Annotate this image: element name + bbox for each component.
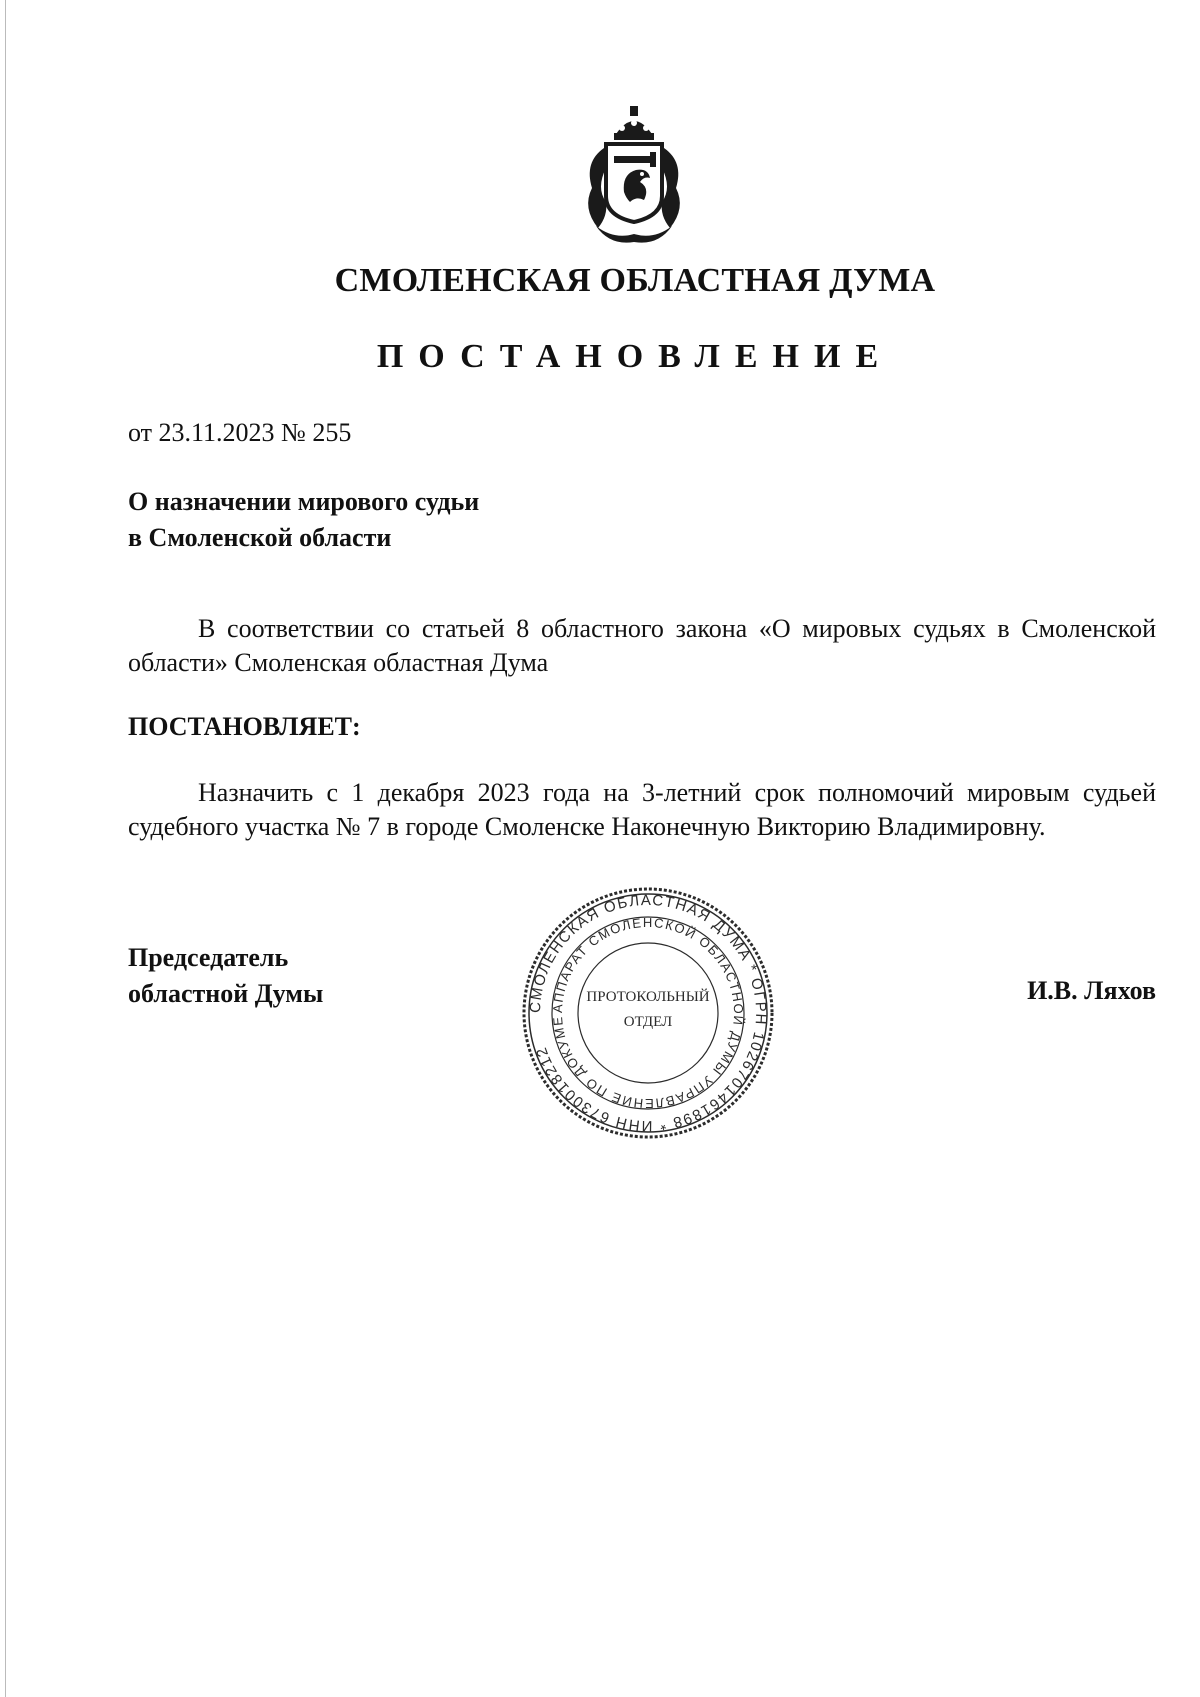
document-subject — [128, 484, 479, 556]
subject-line-2: в Смоленской области — [128, 523, 392, 552]
decree-word: ПОСТАНОВЛЯЕТ: — [128, 712, 361, 741]
scan-edge-line — [5, 0, 6, 1697]
stamp-inner-text: АППАРАТ СМОЛЕНСКОЙ ОБЛАСТНОЙ ДУМЫ УПРАВЛЕНИЕ ПО ДОКУМЕ — [549, 914, 747, 1112]
smolensk-coat-of-arms-icon — [578, 104, 690, 246]
stamp-center-line-2: ОТДЕЛ — [623, 1014, 673, 1030]
preamble-paragraph: В соответствии со статьей 8 областного закона «О мировых судьях в Смоленской области» Смоленская областная Дума — [128, 614, 1156, 677]
signatory-position — [128, 940, 323, 1012]
signatory-position-line-2: областной Думы — [128, 979, 324, 1008]
subject-line-1: О назначении мирового судьи — [128, 487, 480, 516]
stamp-center-text — [582, 985, 714, 1035]
stamp-outer-text: СМОЛЕНСКАЯ ОБЛАСТНАЯ ДУМА * ОГРН 1026701461898 * ИНН 6730018212 — [526, 891, 770, 1135]
signatory-name: И.В. Ляхов — [1027, 976, 1156, 1005]
signatory-position-line-1: Председатель — [128, 943, 289, 972]
organization-title: СМОЛЕНСКАЯ ОБЛАСТНАЯ ДУМА — [334, 262, 936, 299]
resolution-paragraph: Назначить с 1 декабря 2023 года на 3-летний срок полномочий мировым судьей судебного участка № 7 в городе Смоленске Наконечную Викторию Владимировну. — [128, 778, 1156, 841]
document-date-number: от 23.11.2023 № 255 — [128, 418, 352, 447]
official-stamp — [520, 885, 776, 1141]
document-type-title: ПОСТАНОВЛЕНИЕ — [376, 338, 894, 375]
stamp-center-line-1: ПРОТОКОЛЬНЫЙ — [586, 989, 710, 1005]
